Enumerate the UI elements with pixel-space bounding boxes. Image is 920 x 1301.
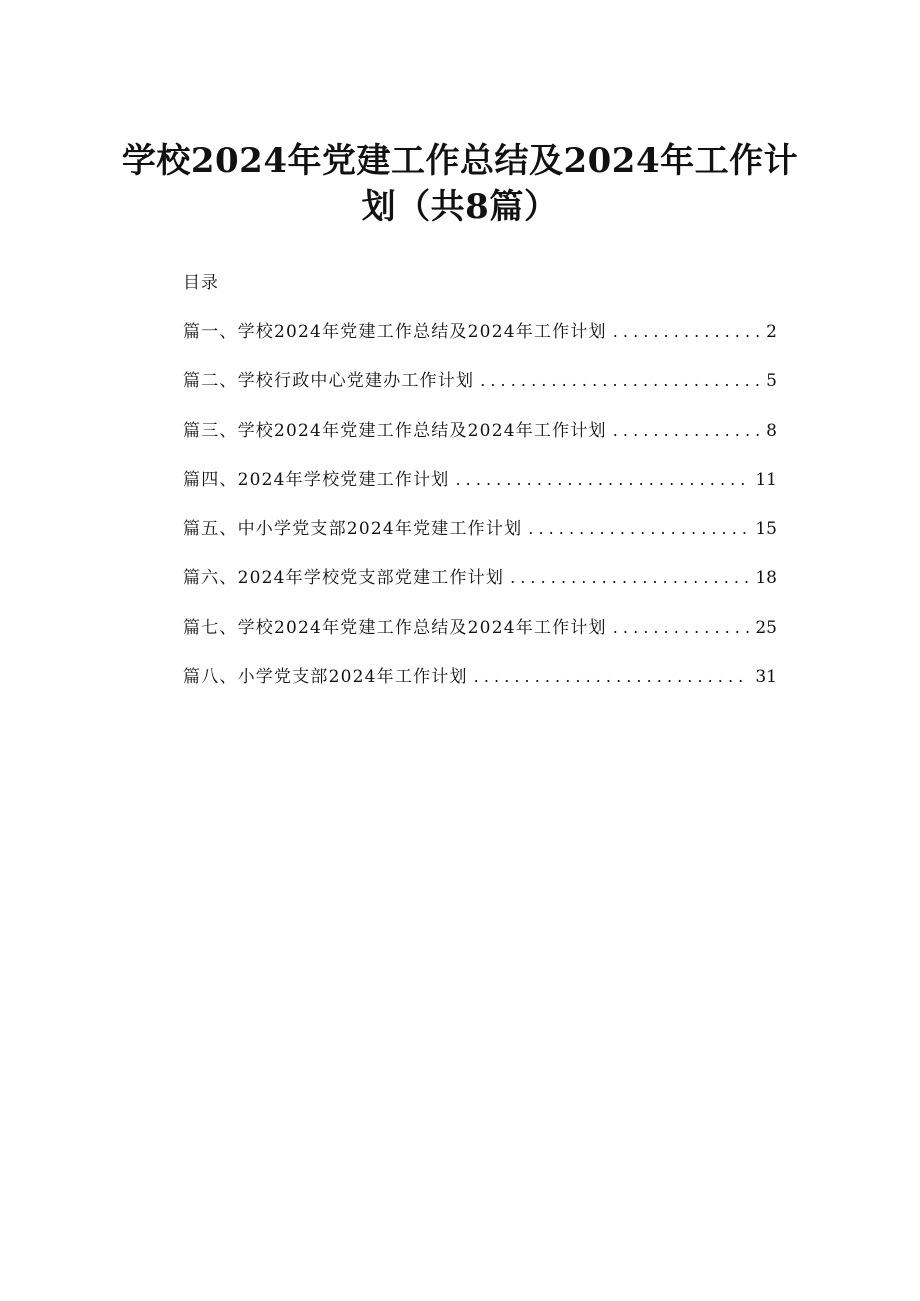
toc-page-number: 15 <box>755 519 777 540</box>
toc-entry-8[interactable] <box>183 664 777 713</box>
toc-dot-leader <box>455 467 749 493</box>
toc-page-number: 25 <box>755 617 777 638</box>
toc-dot-leader <box>613 319 759 345</box>
toc-dot-leader <box>474 664 750 690</box>
toc-entry-6[interactable] <box>183 565 777 614</box>
toc-entry-label: 篇四、2024年学校党建工作计划 <box>183 469 450 490</box>
toc-dot-leader <box>613 615 750 641</box>
toc-page-number: 11 <box>755 469 777 490</box>
toc-entry-2[interactable] <box>183 368 777 417</box>
toc-page-number: 2 <box>766 322 777 342</box>
toc-entry-label: 篇二、学校行政中心党建办工作计划 <box>183 371 475 392</box>
table-of-contents <box>183 319 777 713</box>
toc-page-number: 5 <box>766 371 777 392</box>
toc-entry-4[interactable] <box>183 467 777 516</box>
toc-dot-leader <box>528 516 749 542</box>
toc-entry-3[interactable] <box>183 418 777 467</box>
toc-entry-5[interactable] <box>183 516 777 565</box>
toc-entry-label: 篇六、2024年学校党支部党建工作计划 <box>183 568 505 589</box>
toc-page-number: 31 <box>755 667 777 688</box>
toc-page-number: 8 <box>766 420 777 441</box>
toc-entry-label: 篇七、学校2024年党建工作总结及2024年工作计划 <box>183 617 607 638</box>
toc-entry-label: 篇五、中小学党支部2024年党建工作计划 <box>183 519 523 540</box>
toc-dot-leader <box>613 418 759 444</box>
toc-dot-leader <box>480 368 759 394</box>
toc-heading: 目录 <box>183 273 219 293</box>
toc-entry-label: 篇八、小学党支部2024年工作计划 <box>183 667 468 688</box>
title-line-2: 划（共8篇） <box>361 187 559 227</box>
title-line-1: 学校2024年党建工作总结及2024年工作计 <box>121 141 799 181</box>
toc-dot-leader <box>510 565 749 591</box>
toc-entry-1[interactable] <box>183 319 777 368</box>
toc-page-number: 18 <box>755 568 777 589</box>
toc-entry-label: 篇一、学校2024年党建工作总结及2024年工作计划 <box>183 322 607 342</box>
toc-entry-7[interactable] <box>183 615 777 664</box>
toc-entry-label: 篇三、学校2024年党建工作总结及2024年工作计划 <box>183 420 607 441</box>
document-title <box>0 138 920 230</box>
